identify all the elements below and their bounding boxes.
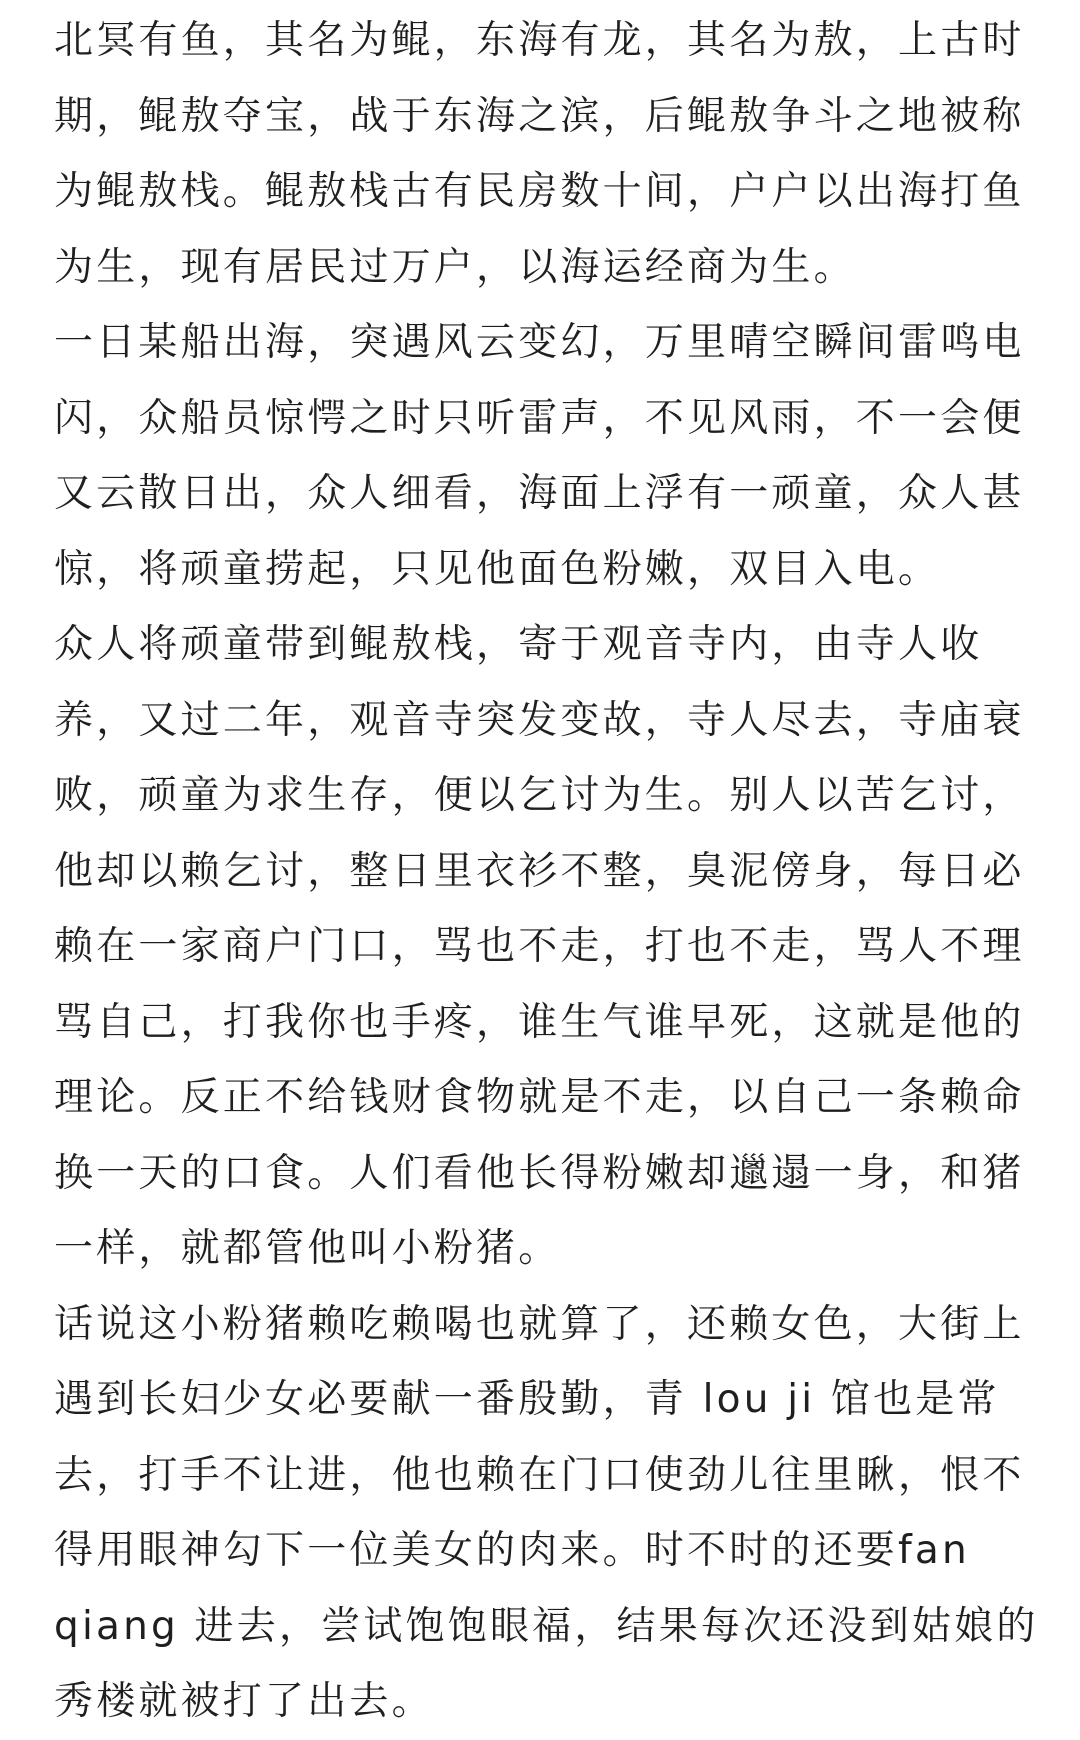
text-line: 又云散日出，众人细看，海面上浮有一顽童，众人甚 [54, 471, 1025, 516]
text-line: 骂自己，打我你也手疼，谁生气谁早死，这就是他的 [54, 999, 1025, 1045]
text-line: 惊，将顽童捞起，只见他面色粉嫩，双目入电。 [54, 546, 941, 592]
text-line: 闪，众船员惊愕之时只听雷声，不见风雨，不一会便 [54, 395, 1025, 441]
text-line: 换一天的口食。人们看他长得粉嫩却邋遢一身，和猪 [54, 1150, 1025, 1196]
text-line: 秀楼就被打了出去。 [54, 1679, 434, 1724]
text-line: 期，鲲敖夺宝，战于东海之滨，后鲲敖争斗之地被称 [54, 93, 1025, 139]
text-line: 北冥有鱼，其名为鲲，东海有龙，其名为敖，上古时 [54, 18, 1025, 63]
text-line: 败，顽童为求生存，便以乞讨为生。别人以苦乞讨， [54, 773, 1025, 818]
text-line: 为鲲敖栈。鲲敖栈古有民房数十间，户户以出海打鱼 [54, 169, 1025, 214]
paragraph-3 [54, 607, 1025, 1287]
text-line: 遇到长妇少女必要献一番殷勤，青 lou ji 馆也是常 [54, 1377, 1000, 1422]
text-line: 为生，现有居民过万户，以海运经商为生。 [54, 244, 856, 290]
text-line: qiang 进去，尝试饱饱眼福，结果每次还没到姑娘的 [54, 1603, 1039, 1649]
text-line: 他却以赖乞讨，整日里衣衫不整，臭泥傍身，每日必 [54, 848, 1025, 894]
paragraph-2 [54, 305, 1025, 607]
paragraph-1 [54, 3, 1025, 305]
text-line: 众人将顽童带到鲲敖栈，寄于观音寺内，由寺人收 [54, 622, 983, 667]
article-body [54, 0, 1039, 1740]
text-line: 一样，就都管他叫小粉猪。 [54, 1226, 561, 1271]
text-line: 赖在一家商户门口，骂也不走，打也不走，骂人不理 [54, 924, 1025, 969]
text-line: 去，打手不让进，他也赖在门口使劲儿往里瞅，恨不 [54, 1452, 1025, 1498]
text-line: 话说这小粉猪赖吃赖喝也就算了，还赖女色，大街上 [54, 1301, 1025, 1347]
text-line: 养，又过二年，观音寺突发变故，寺人尽去，寺庙衰 [54, 697, 1025, 743]
text-line: 得用眼神勾下一位美女的肉来。时不时的还要fan [54, 1528, 970, 1573]
paragraph-4 [54, 1287, 1039, 1740]
text-line: 理论。反正不给钱财食物就是不走，以自己一条赖命 [54, 1075, 1025, 1120]
text-line: 一日某船出海，突遇风云变幻，万里晴空瞬间雷鸣电 [54, 320, 1025, 365]
